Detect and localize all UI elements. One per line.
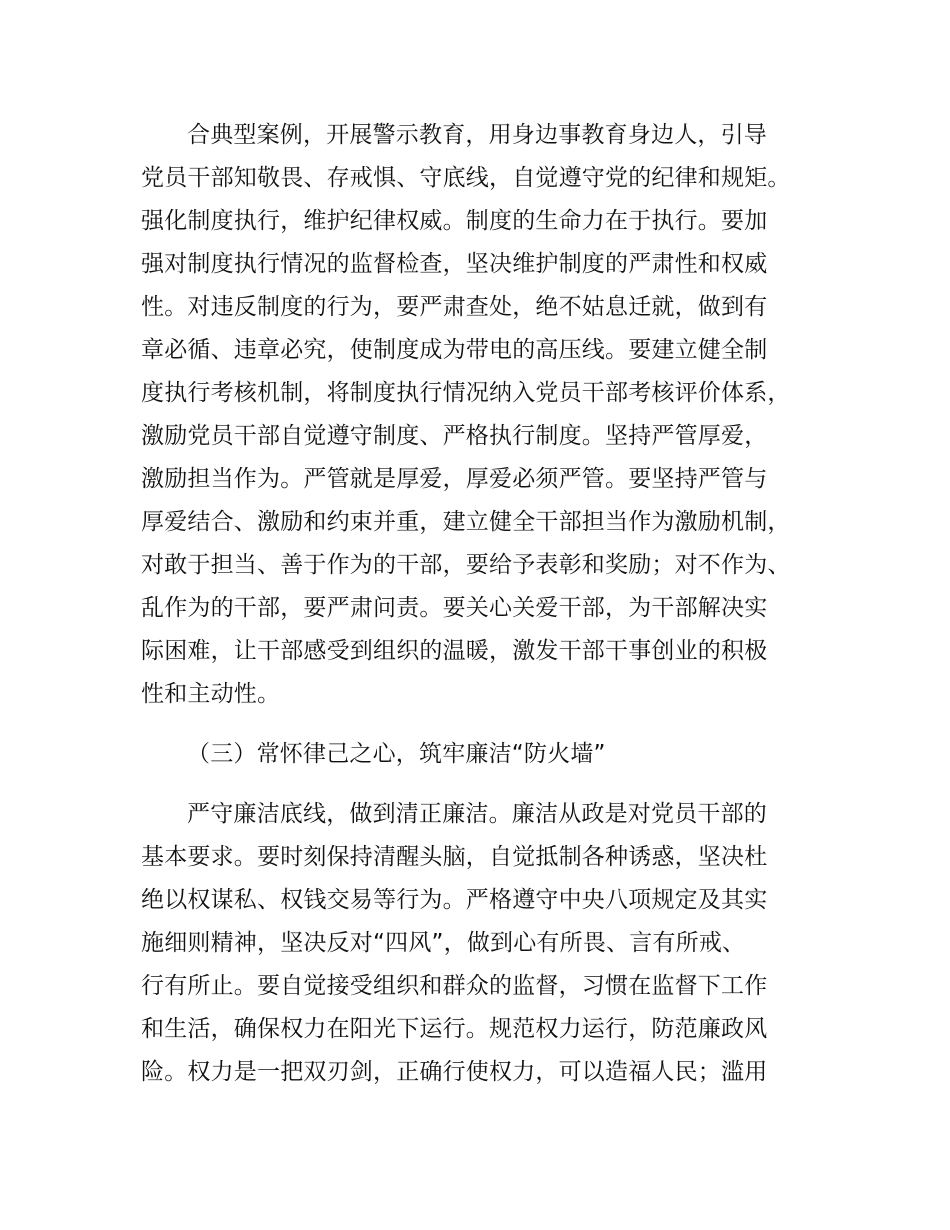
paragraph-line: 激励担当作为。严管就是厚爱，厚爱必须严管。要坚持严管与 (141, 466, 768, 492)
paragraph-line: 绝以权谋私、权钱交易等行为。严格遵守中央八项规定及其实 (141, 887, 768, 913)
paragraph-line: 厚爱结合、激励和约束并重，建立健全干部担当作为激励机制， (141, 509, 791, 535)
paragraph-line: 章必循、违章必究，使制度成为带电的高压线。要建立健全制 (141, 337, 768, 363)
paragraph-line: 际困难，让干部感受到组织的温暖，激发干部干事创业的积极 (141, 638, 768, 664)
paragraph-line: 性和主动性。 (141, 681, 281, 707)
paragraph-line: 基本要求。要时刻保持清醒头脑，自觉抵制各种诱惑，坚决杜 (141, 844, 768, 870)
paragraph-line: 施细则精神，坚决反对“四风”，做到心有所畏、言有所戒、 (141, 930, 746, 956)
paragraph-line: 险。权力是一把双刃剑，正确行使权力，可以造福人民；滥用 (141, 1059, 768, 1085)
section-heading: （三）常怀律己之心，筑牢廉洁“防火墙” (187, 741, 606, 767)
paragraph-line: 党员干部知敬畏、存戒惧、守底线，自觉遵守党的纪律和规矩。 (141, 165, 791, 191)
paragraph-line: 严守廉洁底线，做到清正廉洁。廉洁从政是对党员干部的 (187, 801, 767, 827)
paragraph-line: 激励党员干部自觉遵守制度、严格执行制度。坚持严管厚爱， (141, 423, 768, 449)
paragraph-line: 乱作为的干部，要严肃问责。要关心关爱干部，为干部解决实 (141, 595, 768, 621)
paragraph-line: 度执行考核机制，将制度执行情况纳入党员干部考核评价体系， (141, 380, 791, 406)
paragraph-line: 强化制度执行，维护纪律权威。制度的生命力在于执行。要加 (141, 208, 768, 234)
paragraph-line: 合典型案例，开展警示教育，用身边事教育身边人，引导 (187, 122, 767, 148)
paragraph-line: 对敢于担当、善于作为的干部，要给予表彰和奖励；对不作为、 (141, 552, 791, 578)
paragraph-line: 强对制度执行情况的监督检查，坚决维护制度的严肃性和权威 (141, 251, 768, 277)
paragraph-line: 行有所止。要自觉接受组织和群众的监督，习惯在监督下工作 (141, 973, 768, 999)
paragraph-line: 性。对违反制度的行为，要严肃查处，绝不姑息迁就，做到有 (141, 294, 768, 320)
paragraph-line: 和生活，确保权力在阳光下运行。规范权力运行，防范廉政风 (141, 1016, 768, 1042)
